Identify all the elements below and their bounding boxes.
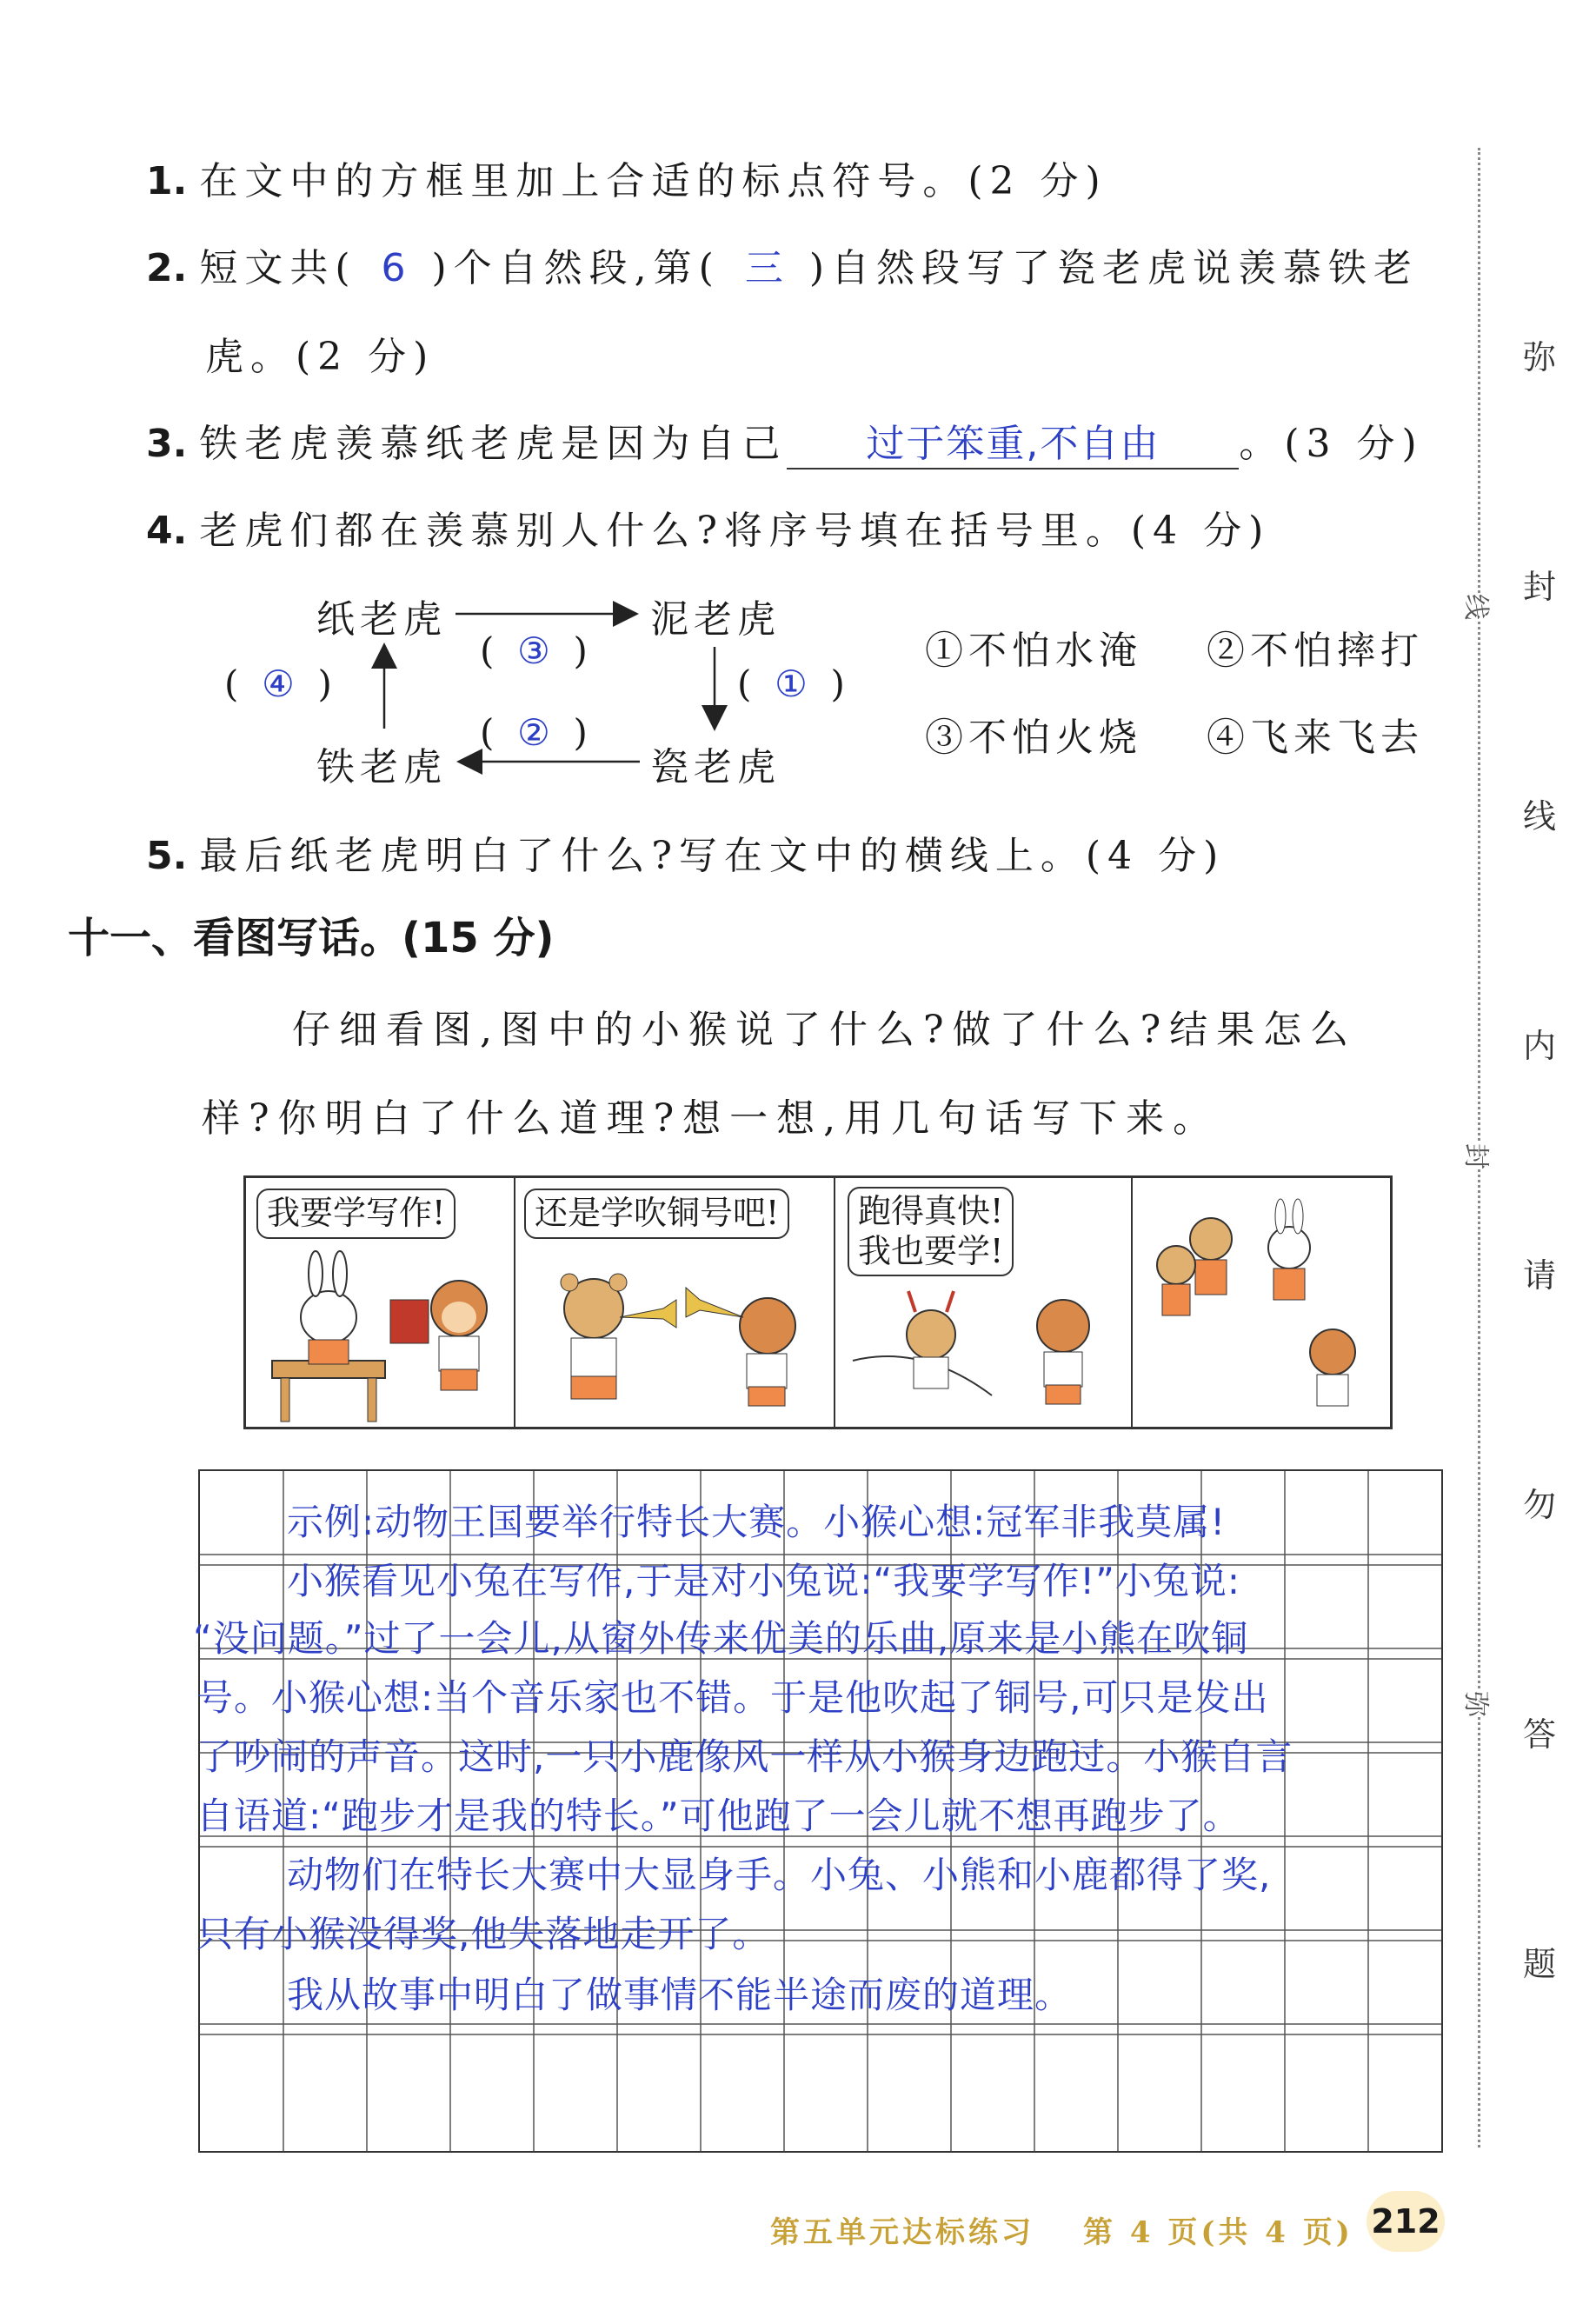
option-1: ①不怕水淹 [925, 629, 1142, 673]
footer-unit: 第五单元达标练习 [770, 2215, 1034, 2250]
q1-number: 1. [146, 159, 188, 203]
q3-text-b: 。(3 分) [1239, 422, 1424, 466]
diagram-paper-tiger: 纸老虎 [316, 597, 447, 642]
awards-illustration [1133, 1178, 1390, 1427]
q3-answer-blank: 过于笨重,不自由 [787, 412, 1239, 469]
q2-text-a: 短文共( [199, 246, 357, 290]
margin-char-1: 弥 [1523, 338, 1557, 376]
essay-line-5: 了吵闹的声音。这时,一只小鹿像风一样从小猴身边跑过。小猴自言 [196, 1735, 1293, 1778]
essay-line-6: 自语道:“跑步才是我的特长。”可他跑了一会儿就不想再跑步了。 [196, 1795, 1240, 1837]
page-number: 212 [1367, 2191, 1445, 2252]
q3-number: 3. [146, 422, 188, 466]
bear-trumpet-illustration [515, 1178, 835, 1427]
q2-number: 2. [146, 246, 188, 290]
intro-line-2: 样?你明白了什么道理?想一想,用几句话写下来。 [202, 1096, 1220, 1141]
line-mark-xian: 线 [1460, 594, 1498, 620]
comic-panel-1 [246, 1178, 515, 1427]
comic-panel-4 [1133, 1178, 1390, 1427]
diagram-iron-tiger: 铁老虎 [316, 745, 447, 789]
question-5 [146, 824, 1225, 880]
speech-bubble-2: 还是学吹铜号吧! [524, 1189, 789, 1239]
margin-char-6: 勿 [1523, 1486, 1557, 1524]
speech-bubble-3-line2: 我也要学! [858, 1231, 1004, 1270]
diagram-porcelain-tiger: 瓷老虎 [650, 745, 781, 789]
q2-text-d: 虎。(2 分) [205, 335, 436, 379]
diagram-answer-top: ( ③ ) [480, 629, 588, 672]
diagram-answer-bottom: ( ② ) [480, 711, 588, 754]
q4-text: 老虎们都在羡慕别人什么?将序号填在括号里。(4 分) [199, 509, 1271, 553]
comic-panel-3 [835, 1178, 1133, 1427]
q5-number: 5. [146, 834, 188, 878]
margin-char-7: 答 [1523, 1715, 1557, 1754]
essay-line-8: 只有小猴没得奖,他失落地走开了。 [196, 1913, 770, 1955]
rabbit-writing-illustration [246, 1178, 515, 1427]
q2-answer-1: 6 [381, 246, 408, 290]
q3-text-a: 铁老虎羡慕纸老虎是因为自己 [199, 422, 788, 466]
line-mark-feng: 封 [1460, 1143, 1498, 1169]
essay-line-3: “没问题。”过了一会儿,从窗外传来优美的乐曲,原来是小熊在吹铜 [193, 1617, 1249, 1660]
writing-grid [193, 1469, 1443, 2153]
essay-line-2: 小猴看见小兔在写作,于是对小兔说:“我要学写作!”小兔说: [287, 1560, 1241, 1602]
q2-text-c: )自然段写了瓷老虎说羡慕铁老 [808, 246, 1420, 290]
speech-bubble-1: 我要学写作! [256, 1189, 456, 1239]
essay-line-9: 我从故事中明白了做事情不能半途而废的道理。 [287, 1974, 1073, 2016]
q2-answer-2: 三 [744, 246, 785, 290]
q2-text-b: )个自然段,第( [431, 246, 721, 290]
essay-line-4: 号。小猴心想:当个音乐家也不错。于是他吹起了铜号,可只是发出 [196, 1676, 1269, 1719]
diagram-answer-left: ( ④ ) [224, 663, 332, 705]
speech-bubble-3-line1: 跑得真快! [858, 1192, 1004, 1230]
q5-text: 最后纸老虎明白了什么?写在文中的横线上。(4 分) [199, 834, 1226, 878]
margin-char-8: 题 [1523, 1945, 1557, 1983]
option-4: ④飞来飞去 [1207, 716, 1424, 760]
q4-number: 4. [146, 509, 188, 553]
section-title: 十一、看图写话。(15 分) [68, 914, 555, 962]
comic-panel-2 [515, 1178, 835, 1427]
footer-page: 第 4 页(共 4 页) [1083, 2215, 1353, 2250]
essay-line-7: 动物们在特长大赛中大显身手。小兔、小熊和小鹿都得了奖, [287, 1854, 1272, 1896]
diagram-answer-right: ( ① ) [737, 663, 845, 705]
option-2: ②不怕摔打 [1207, 629, 1424, 673]
line-mark-mi: 弥 [1460, 1691, 1498, 1717]
comic-strip [243, 1175, 1393, 1429]
deer-running-illustration [835, 1178, 1133, 1427]
diagram-clay-tiger: 泥老虎 [650, 597, 781, 642]
intro-line-1: 仔细看图,图中的小猴说了什么?做了什么?结果怎么 [292, 1008, 1358, 1052]
essay-line-1: 示例:动物王国要举行特长大赛。小猴心想:冠军非我莫属! [287, 1501, 1227, 1543]
q1-text: 在文中的方框里加上合适的标点符号。(2 分) [199, 159, 1107, 203]
margin-char-3: 线 [1523, 797, 1557, 836]
margin-char-5: 请 [1523, 1256, 1557, 1295]
option-3: ③不怕火烧 [925, 716, 1142, 760]
margin-char-2: 封 [1523, 568, 1557, 606]
margin-char-4: 内 [1523, 1027, 1557, 1065]
